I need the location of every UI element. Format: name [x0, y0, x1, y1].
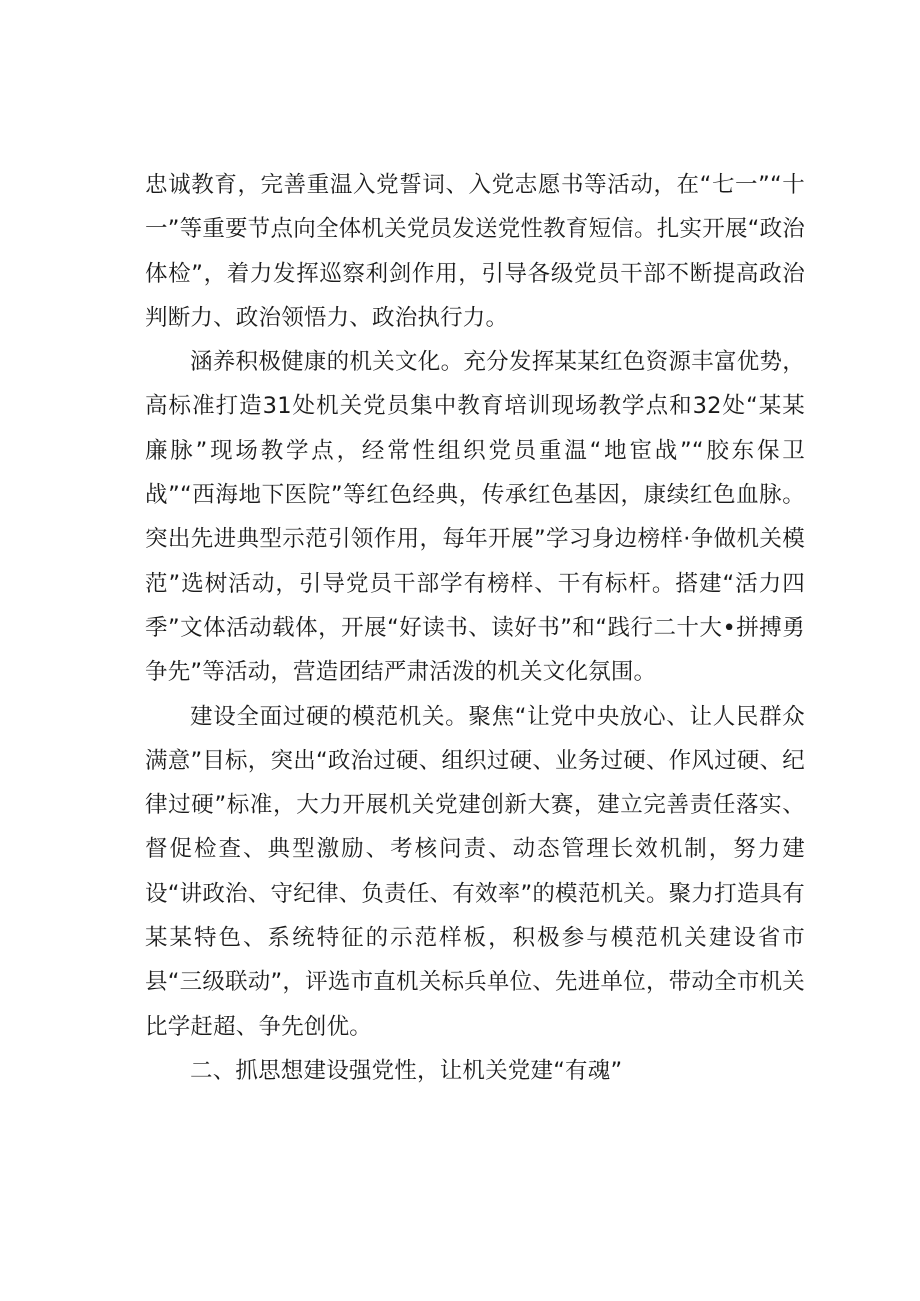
paragraph-model-organ: 建设全面过硬的模范机关。聚焦“让党中央放心、让人民群众满意”目标，突出“政治过硬、组织过硬、业务过硬、作风过硬、纪律过硬”标准，大力开展机关党建创新大赛，建立完善责任落实、督促检查、典型激励、考核问责、动态管理长效机制，努力建设“讲政治、守纪律、负责任、有效率”的模范机关。聚力打造具有某某特色、系统特征的示范样板，积极参与模范机关建设省市县“三级联动”，评选市直机关标兵单位、先进单位，带动全市机关比学赶超、争先创优。: [145, 703, 805, 1040]
paragraph-continuation: 忠诚教育，完善重温入党誓词、入党志愿书等活动，在“七一”“十一”等重要节点向全体机关党员发送党性教育短信。扎实开展“政治体检”，着力发挥巡察利剑作用，引导各级党员干部不断提高政治判断力、政治领悟力、政治执行力。: [145, 172, 805, 331]
paragraph-organ-culture: 涵养积极健康的机关文化。充分发挥某某红色资源丰富优势，高标准打造31处机关党员集中教育培训现场教学点和32处“某某廉脉”现场教学点，经常性组织党员重温“地宦战”“胶东保卫战”“西海地下医院”等红色经典，传承红色基因，康续红色血脉。突出先进典型示范引领作用，每年开展”学习身边榜样·争做机关模范”选树活动，引导党员干部学有榜样、干有标杆。搭建“活力四季”文体活动载体，开展“好读书、读好书”和“践行二十大•拼搏勇争先”等活动，营造团结严肃活泼的机关文化氛围。: [145, 349, 805, 686]
document-body: [145, 163, 805, 1093]
section-heading: 二、抓思想建设强党性，让机关党建“有魂”: [190, 1057, 623, 1084]
